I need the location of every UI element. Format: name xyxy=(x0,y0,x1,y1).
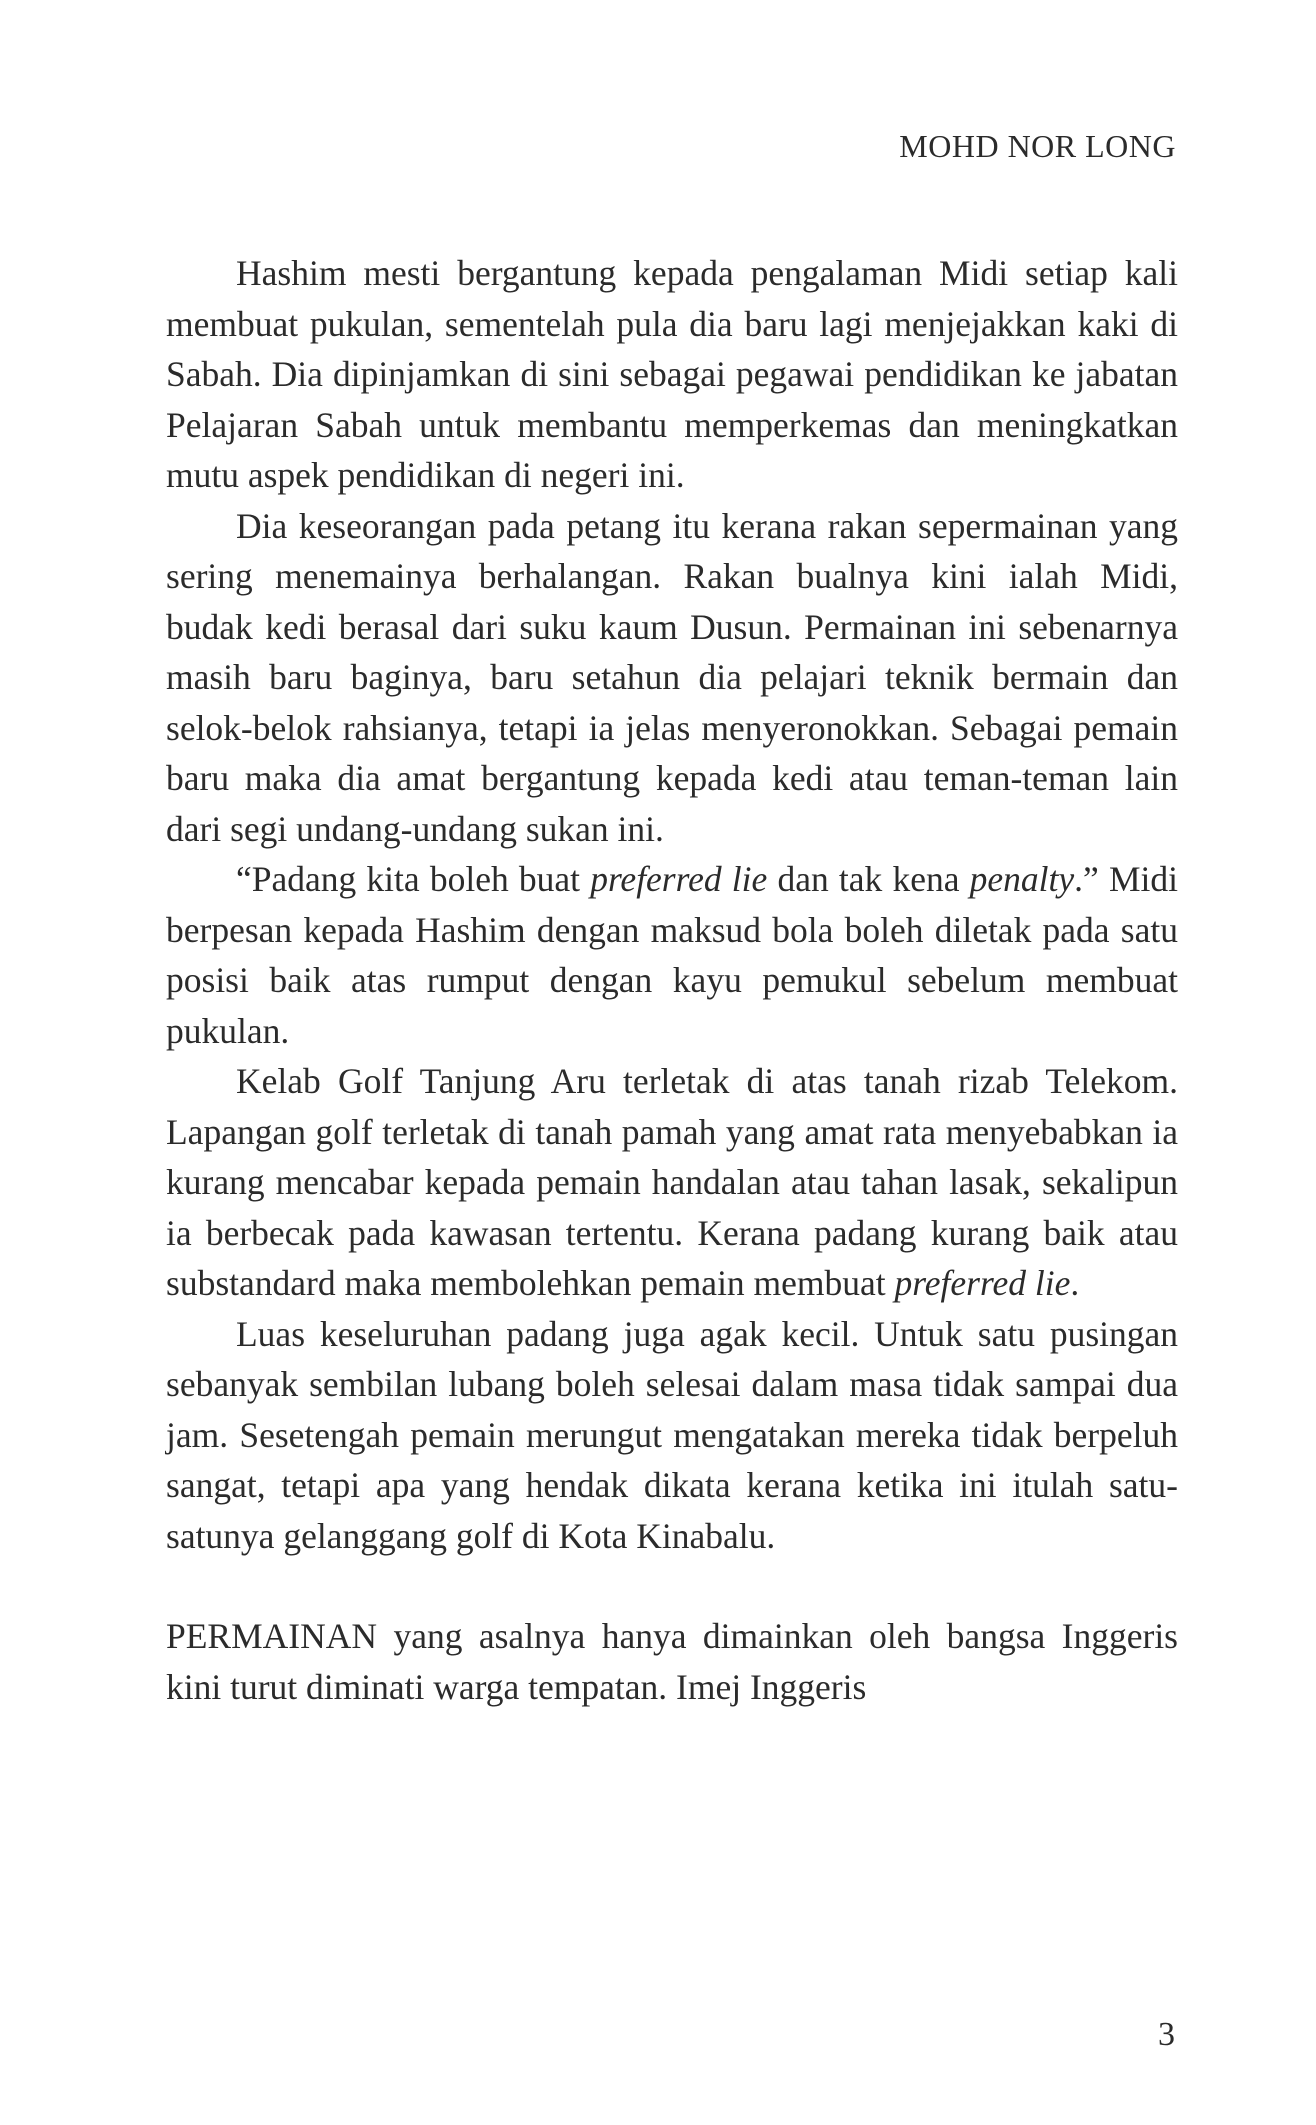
paragraph-6-section-start: PERMAINAN yang asalnya hanya dimainkan oleh bangsa Inggeris kini turut diminati warga tempatan. Imej Inggeris xyxy=(166,1616,1178,1707)
paragraph-4-text-a: Kelab Golf Tanjung Aru terletak di atas tanah rizab Telekom. Lapangan golf terletak di tanah pamah yang amat rata menyebabkan ia kurang mencabar kepada pemain handalan atau tahan lasak, sekalipun ia berbecak pada kawasan tertentu. Kerana padang kurang baik atau substandard maka membolehkan pemain membuat xyxy=(166,1061,1178,1303)
page-number: 3 xyxy=(1158,2016,1175,2053)
paragraph-4-text-c: . xyxy=(1070,1263,1080,1303)
paragraph-3-text-a: “Padang kita boleh buat xyxy=(236,859,591,899)
paragraph-3-italic-penalty: penalty xyxy=(969,859,1075,899)
paragraph-4-italic-preferred-lie: preferred lie xyxy=(894,1263,1071,1303)
page-body xyxy=(166,248,1178,1712)
paragraph-1: Hashim mesti bergantung kepada pengalaman Midi setiap kali membuat pukulan, sementelah pula dia baru lagi menjejakkan kaki di Sabah. Dia dipinjamkan di sini sebagai pegawai pendidikan ke jabatan Pelajaran Sabah untuk membantu memperkemas dan meningkatkan mutu aspek pendidikan di negeri ini. xyxy=(166,253,1178,495)
paragraph-3 xyxy=(166,854,1178,1056)
running-head: MOHD NOR LONG xyxy=(899,128,1176,164)
paragraph-2: Dia keseorangan pada petang itu kerana rakan sepermainan yang sering menemainya berhalangan. Rakan bualnya kini ialah Midi, budak kedi berasal dari suku kaum Dusun. Permainan ini sebenarnya masih baru baginya, baru setahun dia pelajari teknik bermain dan selok-belok rahsianya, tetapi ia jelas menyeronokkan. Sebagai pemain baru maka dia amat bergantung kepada kedi atau teman-teman lain dari segi undang-undang sukan ini. xyxy=(166,505,1178,849)
paragraph-3-text-e: .” Midi berpesan kepada Hashim dengan maksud bola boleh diletak pada satu posisi baik atas rumput dengan kayu pemukul sebelum membuat pukulan. xyxy=(166,859,1178,1051)
paragraph-3-text-c: dan tak kena xyxy=(767,859,970,899)
paragraph-4 xyxy=(166,1056,1178,1309)
paragraph-3-italic-preferred-lie: preferred lie xyxy=(590,859,768,899)
paragraph-5: Luas keseluruhan padang juga agak kecil. Untuk satu pusingan sebanyak sembilan lubang boleh selesai dalam masa tidak sampai dua jam. Sesetengah pemain merungut mengatakan mereka tidak berpeluh sangat, tetapi apa yang hendak dikata kerana ketika ini itulah satu-satunya gelanggang golf di Kota Kinabalu. xyxy=(166,1313,1178,1556)
